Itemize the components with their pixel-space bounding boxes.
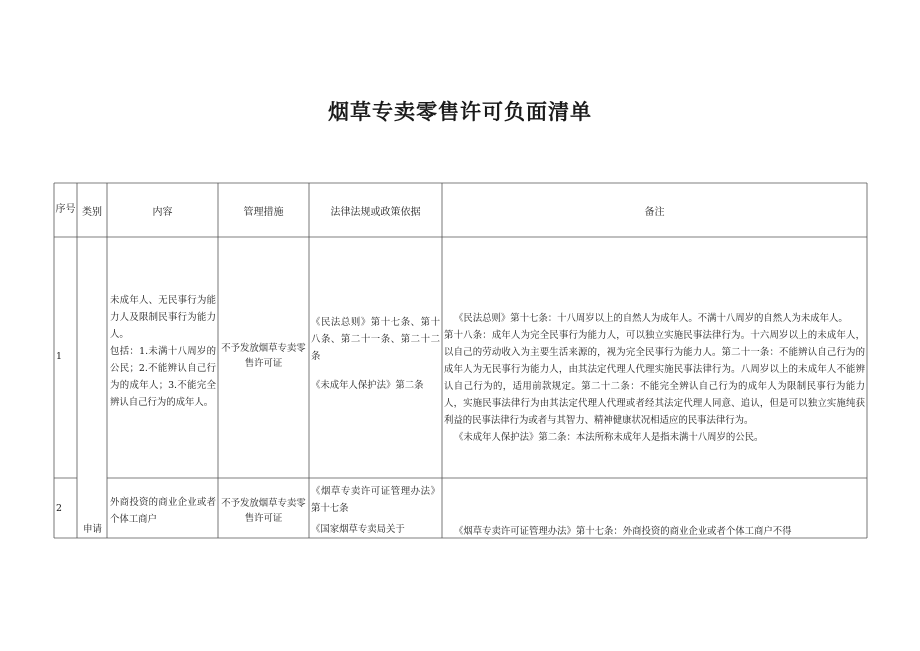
- row2-content: 外商投资的商业企业或者个体工商户: [110, 497, 216, 525]
- row2-seq: 2: [56, 503, 62, 514]
- row1-content-line: 包括：1.未满十八周岁的公民；2.不能辨认自己行为的成年人；3.不能完全辨认自己行为的成年人。: [110, 346, 216, 408]
- header-remarks: 备注: [644, 206, 665, 218]
- header-basis: 法律法规或政策依据: [330, 206, 421, 218]
- row1-seq: 1: [56, 351, 62, 362]
- row2-category: 申请: [83, 524, 102, 535]
- header-category: 类别: [82, 206, 102, 218]
- row1-remarks-para: 《未成年人保护法》第二条：本法所称未成年人是指未满十八周岁的公民。: [454, 432, 764, 443]
- header-measure: 管理措施: [243, 206, 284, 218]
- row2-measure: 不予发放烟草专卖零售许可证: [221, 498, 306, 524]
- header-content: 内容: [152, 206, 173, 218]
- row2-basis-line: 《烟草专卖许可证管理办法》第十七条: [311, 486, 440, 514]
- row1-basis-line: 《未成年人保护法》第二条: [311, 380, 424, 391]
- row2-basis: [311, 483, 440, 538]
- row1-measure: 不予发放烟草专卖零售许可证: [221, 343, 306, 369]
- page-title: 烟草专卖零售许可负面清单: [328, 100, 592, 124]
- row1-remarks: [444, 310, 865, 446]
- row2-basis-line: 《国家烟草专卖局关于: [311, 524, 405, 535]
- row1-content-line: 未成年人、无民事行为能力人及限制民事行为能力人。: [110, 295, 216, 340]
- row1-remarks-para: 第十八条：成年人为完全民事行为能力人，可以独立实施民事法律行为。十六周岁以上的未成年人，以自己的劳动收入为主要生活来源的，视为完全民事行为能力人。第二十一条：不能辨认自己行为的成年人为无民事行为能力人，由其法定代理人代理实施民事法律行为。八周岁以上的未成年人不能辨认自己行为的，适用前款规定。第二十二条：不能完全辨认自己行为的成年人为限制民事行为能力人，实施民事法律行为由其法定代理人代理或者经其法定代理人同意、追认，但是可以独立实施纯获利益的民事法律行为或者与其智力、精神健康状况相适应的民事法律行为。: [444, 330, 865, 426]
- row1-basis: [311, 314, 440, 394]
- row1-content: [110, 292, 216, 411]
- row2-remarks: 《烟草专卖许可证管理办法》第十七条：外商投资的商业企业或者个体工商户不得: [454, 526, 792, 537]
- header-seq: 序号: [55, 204, 76, 215]
- row1-remarks-para: 《民法总则》第十七条：十八周岁以上的自然人为成年人。不满十八周岁的自然人为未成年人。: [454, 313, 848, 324]
- row1-basis-line: 《民法总则》第十七条、第十八条、第二十一条、第二十二条: [311, 317, 440, 362]
